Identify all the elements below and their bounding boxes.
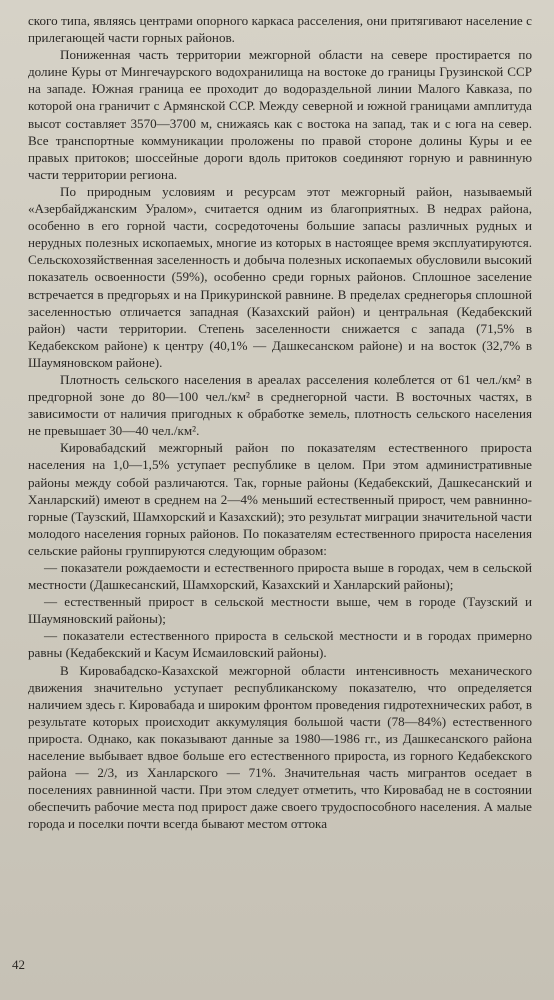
paragraph: Кировабадский межгорный район по показателям естественного прироста населения на 1,0—1,5% уступает республике в целом. При этом административные районы между собой различаются. Так, горные районы (Кедабекский, Дашкесанский и Ханларский) имеют в среднем на 2—4% меньший естественный прирост, чем равнинно-горные (Таузский, Шамхорский и Казахский); это результат миграции значительной части молодого населения горных районов. По показателям естественного прироста населения сельские районы группируются следующим образом: <box>28 440 532 558</box>
paragraph: В Кировабадско-Казахской межгорной области интенсивность механического движения значительно уступает республиканскому показателю, что определяется наличием здесь г. Кировабада и широким фронтом проведения гидротехнических работ, в результате которых происходит аккумуляция большой части (78—84%) естественного прироста. Однако, как показывают данные за 1980—1986 гг., из Дашкесанского района население выбывает вдвое больше его естественного прироста, из горного Кедабекского района — 2/3, из Ханларского — 71%. Значительная часть мигрантов оседает в поселениях равнинной части. При этом следует отметить, что Кировабад не в состоянии обеспечить рабочие места под прирост даже своего трудоспособного населения. А малые города и поселки почти всегда бывают местом оттока <box>28 662 532 832</box>
page-number: 42 <box>12 957 25 972</box>
body-text <box>28 12 532 833</box>
list-item: — показатели естественного прироста в сельской местности и в городах примерно равны (Кедабекский и Касум Исмаиловский районы). <box>28 628 532 661</box>
paragraph: Плотность сельского населения в ареалах расселения колеблется от 61 чел./км² в предгорной зоне до 80—100 чел./км² в среднегорной части. В восточных частях, в зависимости от наличия пригодных к обработке земель, плотность сельского населения не превышает 30—40 чел./км². <box>28 371 532 439</box>
list-item: — показатели рождаемости и естественного прироста выше в городах, чем в сельской местности (Дашкесанский, Шамхорский, Казахский и Ханларский районы); <box>28 560 532 593</box>
paragraph: Пониженная часть территории межгорной области на севере простирается по долине Куры от Мингечаурского водохранилища на востоке до границы Грузинской ССР на западе. Южная граница ее проходит до водораздельной линии Малого Кавказа, по которой она граничит с Армянской ССР. Между северной и южной границами амплитуда высот составляет 3570—3700 м, снижаясь как с востока на запад, так и с юга на север. Все транспортные коммуникации проложены по правой стороне долины Куры и ее правых притоков; шоссейные дороги вдоль притоков соединяют горную и равнинную части территории региона. <box>28 47 532 182</box>
paragraph-continuation: ского типа, являясь центрами опорного каркаса расселения, они притягивают население с прилегающей части горных районов. <box>28 13 532 46</box>
list-item: — естественный прирост в сельской местности выше, чем в городе (Таузский и Шаумяновский районы); <box>28 594 532 627</box>
paragraph: По природным условиям и ресурсам этот межгорный район, называемый «Азербайджанским Уралом», считается одним из благоприятных. В недрах района, особенно в его горной части, сосредоточены большие запасы различных рудных и нерудных полезных ископаемых, многие из которых в настоящее время эксплуатируются. Сельскохозяйственная заселенность и добыча полезных ископаемых обусловили высокий показатель освоенности (59%), особенно среди горных районов. Сплошное заселение встречается в предгорьях и на Прикуринской равнине. В пределах среднегорья сплошной заселенностью отличается западная (Казахский район) и центральная (Кедабекский район) части территории. Степень заселенности снижается с запада (71,5% в Кедабекском районе) к центру (40,1% — Дашкесанском районе) и на восток (32,7% в Шаумяновском районе). <box>28 183 532 370</box>
